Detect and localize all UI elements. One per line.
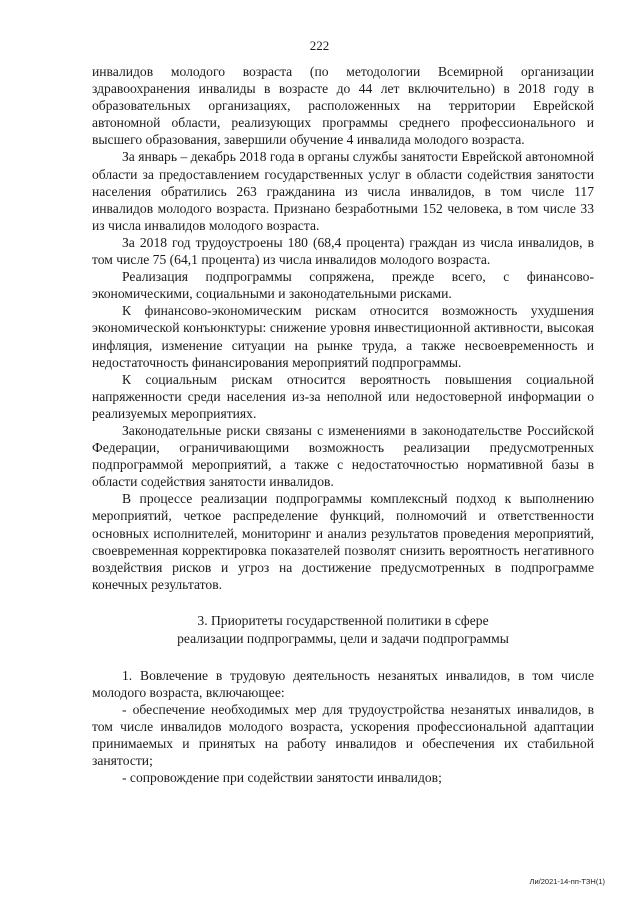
paragraph-3: За 2018 год трудоустроены 180 (68,4 процента) граждан из числа инвалидов, в том числе 75 (64,1 процента) из числа инвалидов молодого возраста.	[92, 234, 594, 268]
section-list-item-2: - сопровождение при содействии занятости инвалидов;	[122, 770, 442, 786]
document-body	[92, 63, 594, 787]
section-paragraph-1: 1. Вовлечение в трудовую деятельность незанятых инвалидов, в том числе молодого возраста, включающее:	[92, 667, 594, 700]
document-footer-code: Ли/2021-14-пп-ТЗН(1)	[529, 877, 605, 886]
paragraph-8: В процессе реализации подпрограммы комплексный подход к выполнению мероприятий, четкое распределение функций, полномочий и ответственности основных исполнителей, мониторинг и анализ результатов проведения мероприятий, своевременная корректировка показателей позволят снизить вероятность негативного воздействия рисков и угроз на достижение предусмотренных в подпрограмме конечных результатов.	[92, 491, 594, 592]
section-heading-line-1: 3. Приоритеты государственной политики в сфере	[197, 612, 489, 628]
section-heading	[92, 612, 594, 648]
section-heading-line-2: реализации подпрограммы, цели и задачи подпрограммы	[177, 630, 509, 646]
paragraph-1: инвалидов молодого возраста (по методологии Всемирной организации здравоохранения инвалиды в возрасте до 44 лет включительно) в 2018 году в образовательных организациях, расположенных на территории Еврейской автономной области, реализующих программы среднего профессионального и высшего образования, завершили обучение 4 инвалида молодого возраста.	[92, 64, 594, 148]
paragraph-2: За январь – декабрь 2018 года в органы службы занятости Еврейской автономной области за предоставлением государственных услуг в области содействия занятости населения обратились 263 гражданина из числа инвалидов, в том числе 117 инвалидов молодого возраста. Признано безработными 152 человека, в том числе 33 из числа инвалидов молодого возраста.	[92, 149, 594, 233]
paragraph-4: Реализация подпрограммы сопряжена, прежде всего, с финансово-экономическими, социальными и законодательными рисками.	[92, 269, 594, 302]
section-list-item-1: - обеспечение необходимых мер для трудоустройства незанятых инвалидов, в том числе инвалидов молодого возраста, ускорения профессиональной адаптации принимаемых и принятых на работу инвалидов и обеспечения их стабильной занятости;	[92, 702, 594, 769]
page-number: 222	[309, 38, 330, 53]
paragraph-7: Законодательные риски связаны с изменениями в законодательстве Российской Федерации, ограничивающими возможность реализации предусмотренных подпрограммой мероприятий, а также с недостаточностью нормативной базы в области содействия занятости инвалидов.	[92, 422, 594, 490]
paragraph-6: К социальным рискам относится вероятность повышения социальной напряженности среди населения из-за неполной или недостоверной информации о реализуемых мероприятиях.	[92, 371, 594, 421]
paragraph-5: К финансово-экономическим рискам относится возможность ухудшения экономической конъюнктуры: снижение уровня инвестиционной активности, высокая инфляция, изменение ситуации на рынке труда, а также несвоевременность и недостаточность финансирования мероприятий подпрограммы.	[92, 303, 594, 370]
